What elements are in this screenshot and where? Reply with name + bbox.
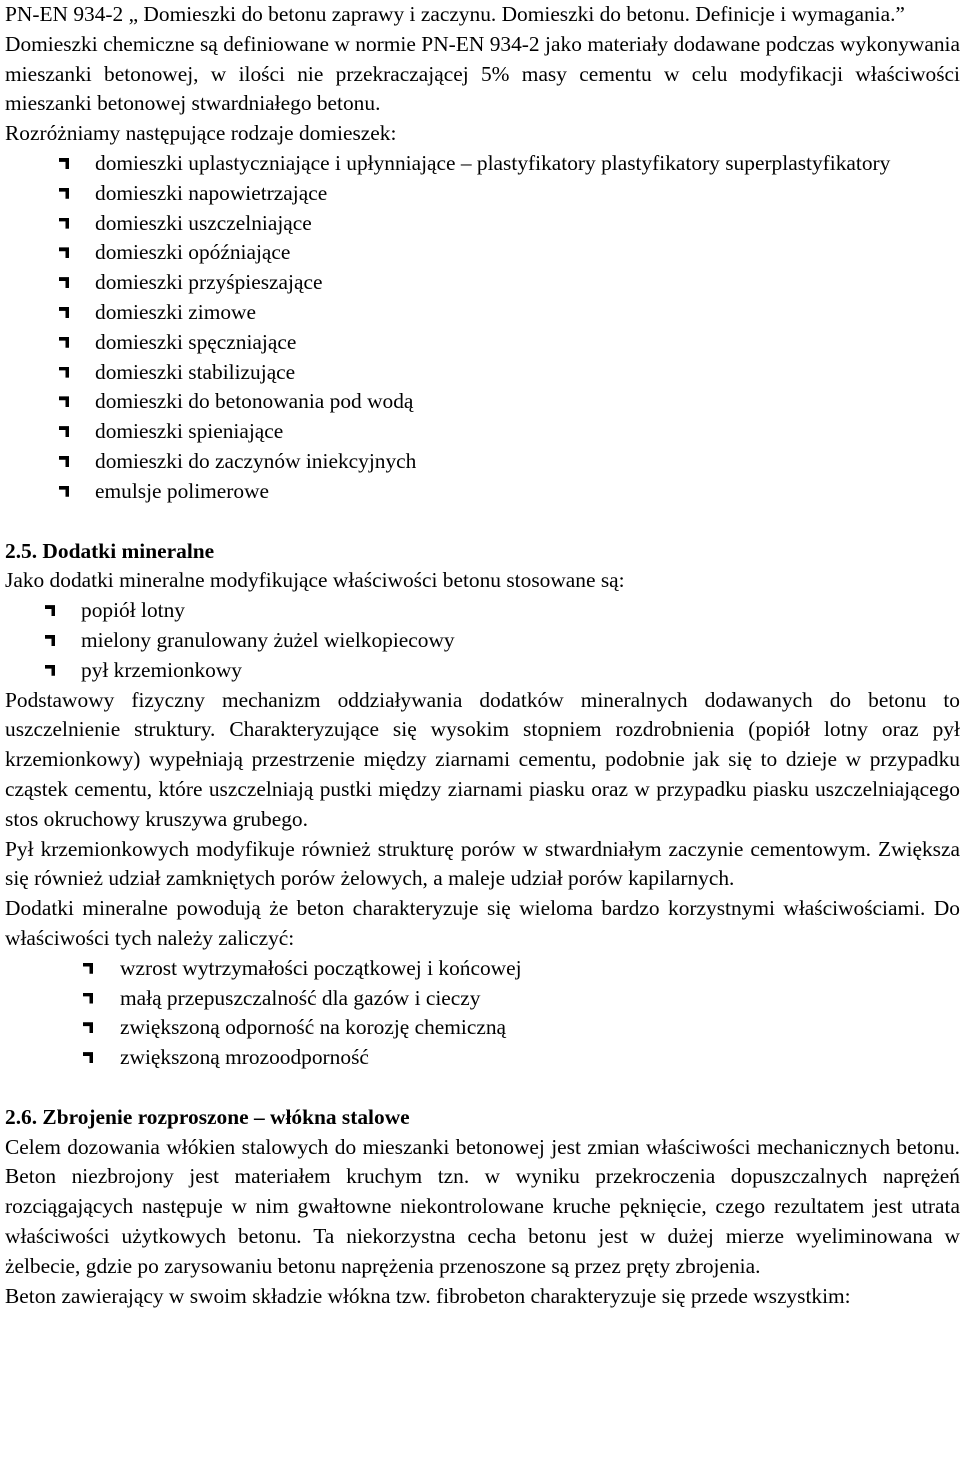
admixture-types-intro: Rozróżniamy następujące rodzaje domieszek:	[5, 121, 397, 146]
list-item: domieszki napowietrzające	[5, 179, 960, 209]
mineral-additives-intro: Jako dodatki mineralne modyfikujące właściwości betonu stosowane są:	[5, 568, 625, 593]
bullet-marker-icon	[59, 426, 69, 437]
bullet-marker-icon	[59, 218, 69, 229]
bullet-marker-icon	[59, 486, 69, 497]
list-item: domieszki opóźniające	[5, 238, 960, 268]
bullet-marker-icon	[59, 367, 69, 378]
list-item: zwiększoną odporność na korozję chemiczną	[5, 1013, 960, 1043]
bullet-marker-icon	[83, 1052, 93, 1063]
standard-title: PN-EN 934-2 „ Domieszki do betonu zaprawy i zaczynu. Domieszki do betonu. Definicje i wymagania.”	[5, 2, 905, 26]
list-item: pył krzemionkowy	[5, 656, 960, 686]
list-item: domieszki stabilizujące	[5, 358, 960, 388]
steel-fibres-paragraph: Celem dozowania włókien stalowych do mieszanki betonowej jest zmian właściwości mechanicznych betonu. Beton niezbrojony jest materiałem kruchym tzn. w wyniku przekroczenia dopuszczalnych naprężeń rozciągających następuje w nim gwałtowne niekontrolowane kruche pęknięcie, czego rezultatem jest utrata właściwości użytkowych betonu. Ta niekorzystna cecha betonu jest w dużej mierze wyeliminowana w żelbecie, gdzie po zarysowaniu betonu naprężenia przenoszone są przez pręty zbrojenia.	[5, 1134, 960, 1278]
bullet-marker-icon	[59, 247, 69, 258]
bullet-marker-icon	[59, 188, 69, 199]
list-item: domieszki spieniające	[5, 417, 960, 447]
bullet-marker-icon	[45, 635, 55, 646]
section-heading-steel-fibres: 2.6. Zbrojenie rozproszone – włókna stalowe	[5, 1104, 410, 1129]
list-item: mielony granulowany żużel wielkopiecowy	[5, 626, 960, 656]
admixtures-definition-paragraph: Domieszki chemiczne są definiowane w normie PN-EN 934-2 jako materiały dodawane podczas wykonywania mieszanki betonowej, w ilości nie przekraczającej 5% masy cementu w celu modyfikacji właściwości mieszanki betonowej stwardniałego betonu.	[5, 31, 960, 116]
list-item: domieszki spęczniające	[5, 328, 960, 358]
list-item: domieszki do betonowania pod wodą	[5, 387, 960, 417]
bullet-marker-icon	[59, 337, 69, 348]
mineral-additives-list	[5, 596, 960, 685]
list-item: domieszki uszczelniające	[5, 209, 960, 239]
list-item: domieszki uplastyczniające i upłynniające – plastyfikatory plastyfikatory superplastyfikatory	[5, 149, 960, 179]
properties-list	[5, 954, 960, 1073]
list-item: zwiększoną mrozoodporność	[5, 1043, 960, 1073]
list-item: małą przepuszczalność dla gazów i cieczy	[5, 984, 960, 1014]
bullet-marker-icon	[83, 963, 93, 974]
list-item: domieszki do zaczynów iniekcyjnych	[5, 447, 960, 477]
bullet-marker-icon	[83, 1022, 93, 1033]
bullet-marker-icon	[59, 158, 69, 169]
bullet-marker-icon	[45, 665, 55, 676]
bullet-marker-icon	[59, 307, 69, 318]
bullet-marker-icon	[59, 456, 69, 467]
bullet-marker-icon	[59, 277, 69, 288]
list-item: domieszki przyśpieszające	[5, 268, 960, 298]
section-heading-mineral-additives: 2.5. Dodatki mineralne	[5, 538, 215, 563]
bullet-marker-icon	[45, 605, 55, 616]
bullet-marker-icon	[83, 993, 93, 1004]
silica-fume-paragraph: Pył krzemionkowych modyfikuje również strukturę porów w stwardniałym zaczynie cementowym. Zwiększa się również udział zamkniętych porów żelowych, a maleje udział porów kapilarnych.	[5, 836, 960, 891]
list-item: emulsje polimerowe	[5, 477, 960, 507]
spacer	[5, 507, 960, 537]
fibre-concrete-paragraph: Beton zawierający w swoim składzie włókna tzw. fibrobeton charakteryzuje się przede wszystkim:	[5, 1283, 851, 1308]
list-item: popiół lotny	[5, 596, 960, 626]
admixture-types-list	[5, 149, 960, 507]
spacer	[5, 1073, 960, 1103]
list-item: domieszki zimowe	[5, 298, 960, 328]
properties-intro-paragraph: Dodatki mineralne powodują że beton charakteryzuje się wieloma bardzo korzystnymi właściwościami. Do właściwości tych należy zaliczyć:	[5, 896, 960, 950]
bullet-marker-icon	[59, 396, 69, 407]
mechanism-paragraph: Podstawowy fizyczny mechanizm oddziaływania dodatków mineralnych dodawanych do betonu to uszczelnienie struktury. Charakteryzujące się wysokim stopniem rozdrobnienia (popiół lotny oraz pył krzemionkowy) wypełniają przestrzenie między ziarnami cementu, podobnie jak się to dzieje w przypadku cząstek cementu, które uszczelniają pustki między ziarnami piasku oraz w przypadku piasku uszczelniającego stos okruchowy kruszywa grubego.	[5, 687, 960, 831]
list-item: wzrost wytrzymałości początkowej i końcowej	[5, 954, 960, 984]
document-page	[5, 0, 960, 1311]
